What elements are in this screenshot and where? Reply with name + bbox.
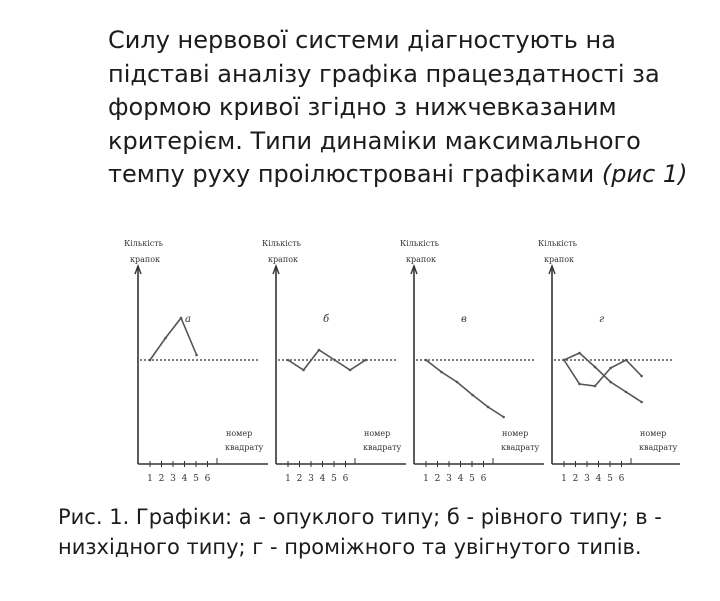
data-point <box>578 383 581 386</box>
y-axis-label-2: крапок <box>406 255 437 264</box>
x-tick-label: 5 <box>607 474 613 484</box>
data-point <box>425 359 428 362</box>
data-point <box>364 359 367 362</box>
x-tick-label: 6 <box>204 474 211 484</box>
data-point <box>578 352 581 355</box>
data-point <box>640 375 643 378</box>
x-axis-label: номер <box>226 429 253 438</box>
figure-caption: Рис. 1. Графіки: а - опуклого типу; б - рівного типу; в - низхідного типу; г - проміжного та увігнутого типів. <box>58 505 662 559</box>
x-tick-label: 2 <box>158 474 165 484</box>
x-tick-label: 1 <box>423 474 429 484</box>
data-point <box>609 367 612 370</box>
data-point <box>349 369 352 372</box>
data-point <box>609 381 612 384</box>
data-point <box>333 359 336 362</box>
x-tick-label: 2 <box>572 474 579 484</box>
chart-panel-1 <box>124 239 268 484</box>
panel-letter: а <box>185 314 191 325</box>
data-point <box>302 369 305 372</box>
data-point <box>502 416 505 419</box>
data-point <box>456 381 459 384</box>
x-tick-label: 3 <box>170 474 176 484</box>
data-point <box>164 337 167 340</box>
data-point <box>440 371 443 374</box>
y-axis-label: Кількість <box>262 239 302 248</box>
x-axis-label-2: квадрату <box>225 443 264 452</box>
x-tick-label: 5 <box>331 474 337 484</box>
y-axis-label: Кількість <box>124 239 164 248</box>
figure-charts <box>100 232 680 497</box>
figure-reference: (рис 1) <box>601 160 688 188</box>
y-axis-label: Кількість <box>538 239 578 248</box>
x-axis-label-2: квадрату <box>363 443 402 452</box>
chart-panel-4 <box>538 239 680 484</box>
series-line-1 <box>426 360 504 417</box>
x-tick-label: 6 <box>480 474 487 484</box>
data-point <box>471 394 474 397</box>
intro-text: Силу нервової системи діагностують на підставі аналізу графіка працездатності за формою кривої згідно з нижчевказаним критерієм. Типи динаміки максимального темпу руху проілюстровані графіками <box>108 26 660 188</box>
x-tick-label: 6 <box>618 474 625 484</box>
x-tick-label: 3 <box>446 474 452 484</box>
data-point <box>287 359 290 362</box>
x-tick-label: 1 <box>285 474 291 484</box>
x-tick-label: 2 <box>296 474 303 484</box>
x-tick-label: 4 <box>457 474 464 484</box>
x-tick-label: 5 <box>469 474 475 484</box>
x-axis-label: номер <box>364 429 391 438</box>
x-tick-label: 5 <box>193 474 199 484</box>
x-tick-label: 3 <box>308 474 314 484</box>
x-tick-label: 4 <box>595 474 602 484</box>
x-axis-label-2: квадрату <box>501 443 540 452</box>
y-axis-label-2: крапок <box>268 255 299 264</box>
data-point <box>594 385 597 388</box>
data-point <box>625 359 628 362</box>
intro-paragraph <box>108 24 708 192</box>
data-point <box>563 359 566 362</box>
data-point <box>318 349 321 352</box>
data-point <box>180 317 183 320</box>
x-tick-label: 4 <box>181 474 188 484</box>
data-point <box>594 366 597 369</box>
data-point <box>640 401 643 404</box>
panel-letter: б <box>323 314 330 325</box>
y-axis-label-2: крапок <box>544 255 575 264</box>
x-axis-label-2: квадрату <box>639 443 678 452</box>
x-axis-label: номер <box>502 429 529 438</box>
data-point <box>149 359 152 362</box>
x-tick-label: 2 <box>434 474 441 484</box>
x-tick-label: 1 <box>147 474 153 484</box>
x-tick-label: 1 <box>561 474 567 484</box>
x-tick-label: 3 <box>584 474 590 484</box>
x-tick-label: 4 <box>319 474 326 484</box>
y-axis-label-2: крапок <box>130 255 161 264</box>
data-point <box>625 391 628 394</box>
panel-letter: г <box>599 314 605 325</box>
x-tick-label: 6 <box>342 474 349 484</box>
data-point <box>195 354 198 357</box>
chart-panel-2 <box>262 239 406 484</box>
data-point <box>487 406 490 409</box>
panel-letter: в <box>461 314 467 325</box>
series-line-2 <box>564 360 642 386</box>
x-axis-label: номер <box>640 429 667 438</box>
chart-panel-3 <box>400 239 544 484</box>
y-axis-label: Кількість <box>400 239 440 248</box>
